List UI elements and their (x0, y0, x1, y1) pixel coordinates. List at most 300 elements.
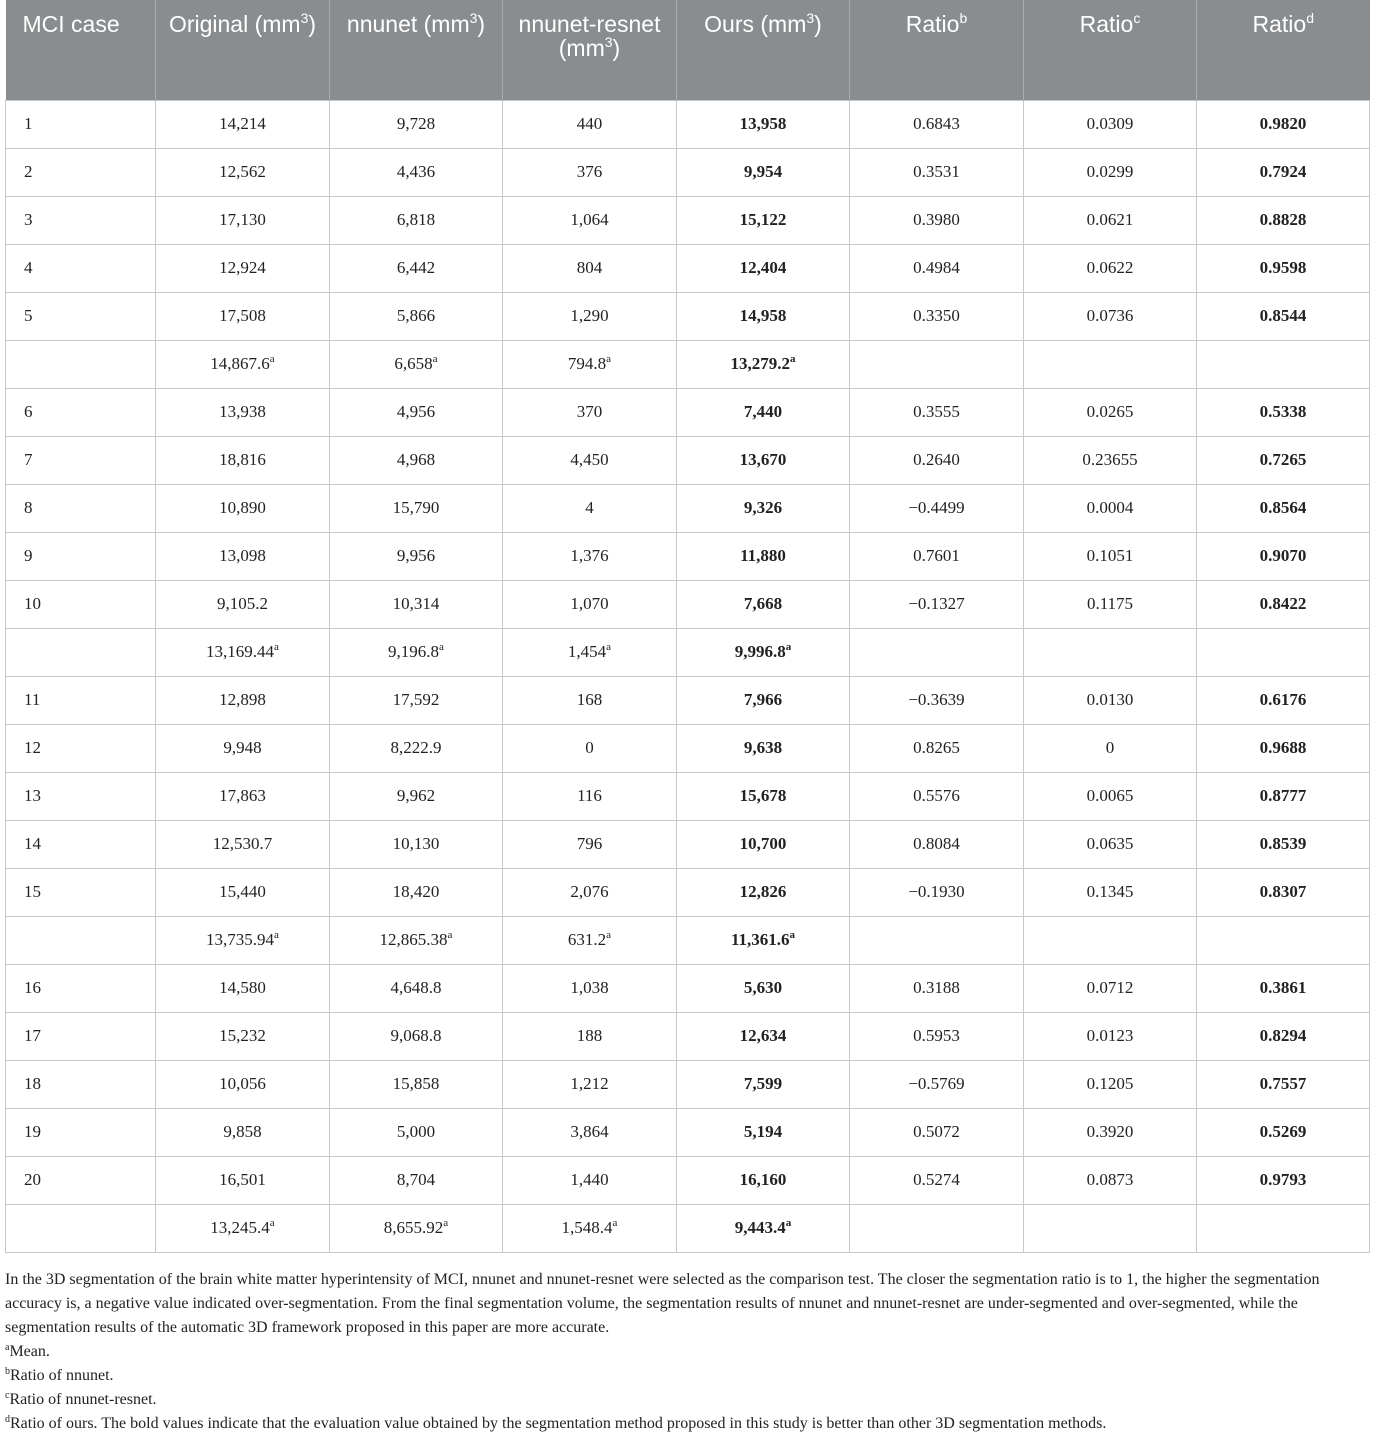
table-cell (330, 100, 503, 148)
cell-value: 0.5072 (913, 1122, 960, 1141)
table-cell (156, 772, 330, 820)
cell-value: 11 (24, 690, 41, 709)
cell-value: 0.0622 (1086, 258, 1134, 277)
cell-value: 0.1205 (1086, 1074, 1134, 1093)
cell-value: 9,196.8 (388, 642, 440, 661)
table-cell (330, 196, 503, 244)
table-cell (6, 964, 156, 1012)
table-cell (1024, 916, 1197, 964)
table-cell (1024, 868, 1197, 916)
column-header (6, 0, 156, 100)
table-cell (503, 1060, 677, 1108)
table-row (6, 1012, 1370, 1060)
cell-value: 1,070 (570, 594, 609, 613)
cell-value: 0.2640 (913, 450, 960, 469)
cell-value: 0.9793 (1259, 1170, 1307, 1189)
table-cell (677, 580, 850, 628)
table-cell (503, 820, 677, 868)
table-cell (156, 436, 330, 484)
cell-value: 9,996.8 (734, 642, 786, 661)
cell-value: 116 (577, 786, 602, 805)
mean-marker: a (269, 1217, 275, 1229)
table-cell (1197, 772, 1370, 820)
table-cell (330, 1156, 503, 1204)
cell-value: 13,169.44 (206, 642, 275, 661)
table-cell (1197, 724, 1370, 772)
column-header-superscript: 3 (806, 10, 815, 26)
footnote-text: Ratio of ours. The bold values indicate that the evaluation value obtained by the segmentation method proposed in this study is better than other 3D segmentation methods. (10, 1415, 1107, 1432)
cell-value: 0.8828 (1259, 210, 1307, 229)
table-cell (1197, 1204, 1370, 1252)
cell-value: 16,160 (739, 1170, 787, 1189)
table-cell (6, 388, 156, 436)
table-cell (6, 580, 156, 628)
table-cell (1197, 340, 1370, 388)
table-cell (850, 1012, 1024, 1060)
cell-value: 4,450 (570, 450, 609, 469)
cell-value: 13,938 (219, 402, 266, 421)
table-cell (156, 676, 330, 724)
table-row (6, 484, 1370, 532)
cell-value: 0.0736 (1086, 306, 1134, 325)
cell-value: 15,790 (392, 498, 440, 517)
mean-marker: a (789, 929, 796, 941)
table-cell (677, 1204, 850, 1252)
table-row (6, 100, 1370, 148)
table-cell (677, 196, 850, 244)
table-row (6, 292, 1370, 340)
cell-value: 440 (576, 114, 603, 133)
cell-value: 0.6843 (913, 114, 960, 133)
cell-value: 0.0004 (1086, 498, 1134, 517)
cell-value: 0.1051 (1086, 546, 1134, 565)
cell-value: 9,326 (743, 498, 783, 517)
table-cell (1197, 244, 1370, 292)
cell-value: 0.9598 (1259, 258, 1307, 277)
table-cell (677, 916, 850, 964)
table-cell (850, 388, 1024, 436)
cell-value: 1,440 (570, 1170, 609, 1189)
cell-value: 17 (24, 1026, 41, 1045)
column-header-superscript: 3 (469, 10, 478, 26)
cell-value: 11,361.6 (730, 930, 790, 949)
table-cell (156, 196, 330, 244)
cell-value: 0.6176 (1259, 690, 1307, 709)
table-row (6, 676, 1370, 724)
mean-marker: a (439, 641, 444, 653)
table-cell (503, 388, 677, 436)
table-cell (503, 340, 677, 388)
table-cell (677, 820, 850, 868)
table-cell (1197, 820, 1370, 868)
table-cell (503, 1108, 677, 1156)
table-cell (156, 340, 330, 388)
table-cell (1197, 532, 1370, 580)
table-cell (1197, 436, 1370, 484)
cell-value: 12 (24, 738, 41, 757)
mean-marker: a (606, 353, 612, 365)
cell-value: 0.8294 (1259, 1026, 1307, 1045)
column-header-text: Ratio (1079, 11, 1134, 37)
cell-value: 7,440 (743, 402, 783, 421)
cell-value: 18,420 (392, 882, 440, 901)
column-header (330, 0, 503, 100)
table-cell (850, 676, 1024, 724)
table-cell (1197, 196, 1370, 244)
table-cell (156, 868, 330, 916)
cell-value: 9,956 (396, 546, 436, 565)
table-cell (330, 964, 503, 1012)
table-cell (850, 1108, 1024, 1156)
cell-value: 0.5338 (1259, 402, 1307, 421)
column-header-text: Ratio (1252, 11, 1307, 37)
table-row (6, 436, 1370, 484)
cell-value: 20 (24, 1170, 41, 1189)
table-cell (330, 436, 503, 484)
table-cell (6, 100, 156, 148)
table-cell (850, 580, 1024, 628)
cell-value: 10,700 (739, 834, 787, 853)
table-cell (677, 1108, 850, 1156)
table-cell (850, 628, 1024, 676)
table-cell (6, 628, 156, 676)
mean-marker: a (606, 641, 612, 653)
cell-value: 7,599 (743, 1074, 783, 1093)
cell-value: 9,728 (396, 114, 436, 133)
table-cell (850, 772, 1024, 820)
table-cell (503, 196, 677, 244)
table-cell (1197, 484, 1370, 532)
column-header-text: nnunet (mm (346, 11, 470, 37)
cell-value: 804 (576, 258, 603, 277)
column-header (1197, 0, 1370, 100)
mean-marker: a (274, 929, 279, 941)
table-cell (156, 1204, 330, 1252)
mean-marker: a (785, 641, 792, 653)
table-cell (156, 724, 330, 772)
cell-value: 1 (24, 114, 33, 133)
cell-value: 0.0309 (1086, 114, 1134, 133)
cell-value: 11,880 (740, 546, 786, 565)
table-row (6, 820, 1370, 868)
cell-value: 1,064 (570, 210, 609, 229)
footnote-mark: a (5, 1342, 10, 1353)
table-cell (1197, 964, 1370, 1012)
column-header-superscript: 3 (300, 10, 309, 26)
table-cell (1197, 868, 1370, 916)
table-cell (677, 532, 850, 580)
footnote-mark: d (5, 1414, 10, 1425)
table-cell (330, 244, 503, 292)
cell-value: 0 (1105, 738, 1115, 757)
table-cell (503, 580, 677, 628)
cell-value: 9,638 (743, 738, 783, 757)
table-cell (677, 340, 850, 388)
table-cell (330, 676, 503, 724)
table-cell (677, 1156, 850, 1204)
cell-value: 10,314 (392, 594, 440, 613)
table-cell (1024, 388, 1197, 436)
cell-value: 8,222.9 (390, 738, 442, 757)
table-cell (850, 100, 1024, 148)
cell-value: 9,954 (743, 162, 783, 181)
table-notes (5, 1268, 1369, 1436)
cell-value: 0.0635 (1086, 834, 1134, 853)
footnote (5, 1388, 1369, 1412)
table-cell (6, 676, 156, 724)
cell-value: 14,958 (739, 306, 787, 325)
footnote-text: Mean. (9, 1343, 50, 1360)
cell-value: 0.5953 (913, 1026, 960, 1045)
cell-value: 0.7924 (1259, 162, 1307, 181)
footnote-text: Ratio of nnunet. (10, 1367, 114, 1384)
cell-value: 0 (585, 738, 594, 757)
cell-value: 0.5274 (913, 1170, 960, 1189)
cell-value: 15,440 (219, 882, 266, 901)
table-cell (1024, 292, 1197, 340)
table-cell (6, 1204, 156, 1252)
table-description: In the 3D segmentation of the brain white matter hyperintensity of MCI, nnunet and nnunet-resnet were selected as the comparison test. The closer the segmentation ratio is to 1, the higher the segmentation accuracy is, a negative value indicated over-segmentation. From the final segmentation volume, the segmentation results of nnunet and nnunet-resnet are under-segmented and over-segmented, while the segmentation results of the automatic 3D framework proposed in this paper are more accurate. (5, 1271, 1320, 1336)
table-row (6, 724, 1370, 772)
cell-value: 3,864 (570, 1122, 609, 1141)
cell-value: 2 (24, 162, 33, 181)
table-cell (6, 292, 156, 340)
cell-value: 0.0123 (1086, 1026, 1134, 1045)
table-cell (503, 1012, 677, 1060)
cell-value: 16,501 (219, 1170, 266, 1189)
cell-value: 7 (24, 450, 33, 469)
cell-value: 0.3531 (913, 162, 960, 181)
table-row (6, 532, 1370, 580)
cell-value: 0.0130 (1086, 690, 1134, 709)
table-cell (1024, 1012, 1197, 1060)
mean-row (6, 340, 1370, 388)
table-cell (677, 868, 850, 916)
table-cell (1197, 1108, 1370, 1156)
table-cell (1197, 916, 1370, 964)
table-cell (1024, 1108, 1197, 1156)
cell-value: 15,122 (739, 210, 787, 229)
table-cell (677, 964, 850, 1012)
table-cell (503, 100, 677, 148)
column-header-superscript: c (1133, 10, 1141, 26)
table-cell (1024, 196, 1197, 244)
cell-value: −0.5769 (908, 1074, 965, 1093)
cell-value: 18 (24, 1074, 41, 1093)
table-cell (156, 1108, 330, 1156)
table-cell (1024, 244, 1197, 292)
table-cell (1197, 1156, 1370, 1204)
table-cell (1197, 676, 1370, 724)
cell-value: 0.9688 (1259, 738, 1307, 757)
cell-value: 0.0873 (1086, 1170, 1134, 1189)
table-cell (503, 868, 677, 916)
cell-value: 1,038 (570, 978, 609, 997)
cell-value: 4,968 (396, 450, 436, 469)
cell-value: 4 (24, 258, 33, 277)
table-cell (156, 484, 330, 532)
mean-marker: a (447, 929, 453, 941)
cell-value: 9,948 (223, 738, 262, 757)
table-body (6, 100, 1370, 1252)
table-cell (677, 724, 850, 772)
cell-value: 1,290 (570, 306, 609, 325)
table-cell (6, 196, 156, 244)
table-cell (1024, 772, 1197, 820)
cell-value: 0.3920 (1086, 1122, 1134, 1141)
cell-value: 13,098 (219, 546, 266, 565)
cell-value: 13,279.2 (730, 354, 790, 373)
mean-marker: a (274, 641, 279, 653)
table-cell (330, 1108, 503, 1156)
table-cell (1024, 676, 1197, 724)
table-row (6, 1156, 1370, 1204)
table-cell (1024, 532, 1197, 580)
table-cell (6, 484, 156, 532)
cell-value: 6,442 (396, 258, 436, 277)
table-cell (677, 244, 850, 292)
table-cell (850, 340, 1024, 388)
table-cell (503, 1156, 677, 1204)
footnote-text: Ratio of nnunet-resnet. (9, 1391, 157, 1408)
column-header-text: nnunet-resnet (mm (518, 11, 661, 61)
column-header-text: Original (mm (168, 11, 301, 37)
mean-marker: a (432, 353, 438, 365)
table-cell (6, 724, 156, 772)
table-row (6, 244, 1370, 292)
column-header-text: Ratio (905, 11, 960, 37)
column-header-text: MCI case (22, 11, 120, 37)
table-cell (330, 388, 503, 436)
cell-value: 14,214 (219, 114, 266, 133)
table-cell (6, 1060, 156, 1108)
cell-value: 0.9070 (1259, 546, 1307, 565)
cell-value: 0.8564 (1259, 498, 1307, 517)
mean-marker: a (606, 929, 612, 941)
cell-value: 0.8084 (913, 834, 960, 853)
cell-value: 794.8 (567, 354, 607, 373)
cell-value: 3 (24, 210, 33, 229)
table-cell (156, 916, 330, 964)
table-cell (1024, 964, 1197, 1012)
table-cell (330, 1204, 503, 1252)
table-cell (6, 244, 156, 292)
table-cell (156, 532, 330, 580)
table-cell (677, 1060, 850, 1108)
table-cell (1197, 580, 1370, 628)
table-header-row (6, 0, 1370, 100)
table-cell (1024, 580, 1197, 628)
cell-value: 1,376 (570, 546, 609, 565)
column-header-superscript: d (1306, 10, 1314, 26)
table-cell (677, 388, 850, 436)
cell-value: 15,232 (219, 1026, 266, 1045)
cell-value: 9,068.8 (390, 1026, 442, 1045)
cell-value: 7,668 (743, 594, 783, 613)
cell-value: 8 (24, 498, 33, 517)
table-cell (1024, 1204, 1197, 1252)
cell-value: 9,105.2 (217, 594, 268, 613)
column-header-superscript: b (959, 10, 968, 26)
cell-value: 796 (576, 834, 603, 853)
mean-marker: a (269, 353, 275, 365)
table-cell (6, 1156, 156, 1204)
table-cell (1197, 1060, 1370, 1108)
table-cell (1197, 100, 1370, 148)
column-header-suffix: ) (308, 11, 317, 37)
column-header-superscript: 3 (604, 34, 613, 50)
cell-value: 0.3861 (1259, 978, 1307, 997)
table-row (6, 148, 1370, 196)
cell-value: 15 (24, 882, 41, 901)
table-cell (850, 196, 1024, 244)
table-cell (677, 1012, 850, 1060)
table-cell (1197, 388, 1370, 436)
cell-value: 6 (24, 402, 33, 421)
table-cell (6, 1012, 156, 1060)
cell-value: 14,580 (219, 978, 266, 997)
table-cell (503, 292, 677, 340)
table-cell (503, 772, 677, 820)
table-cell (850, 532, 1024, 580)
segmentation-volume-table (5, 0, 1370, 1253)
cell-value: 4,648.8 (390, 978, 442, 997)
cell-value: 10 (24, 594, 41, 613)
table-cell (850, 916, 1024, 964)
footnote-mark: b (5, 1366, 10, 1377)
column-header (503, 0, 677, 100)
table-cell (330, 772, 503, 820)
cell-value: 6,658 (394, 354, 433, 373)
column-header (1024, 0, 1197, 100)
table-cell (156, 292, 330, 340)
cell-value: 4 (585, 498, 594, 517)
table-cell (850, 1204, 1024, 1252)
mean-marker: a (790, 353, 796, 365)
table-cell (850, 1156, 1024, 1204)
table-cell (1197, 1012, 1370, 1060)
table-cell (677, 484, 850, 532)
cell-value: 13,670 (739, 450, 787, 469)
cell-value: 0.23655 (1082, 450, 1138, 469)
table-cell (677, 292, 850, 340)
column-header (677, 0, 850, 100)
table-cell (330, 724, 503, 772)
cell-value: 12,404 (739, 258, 787, 277)
cell-value: 14,867.6 (210, 354, 270, 373)
cell-value: −0.4499 (908, 498, 965, 517)
table-cell (850, 868, 1024, 916)
cell-value: 14 (24, 834, 41, 853)
cell-value: 19 (24, 1122, 41, 1141)
cell-value: 4,956 (396, 402, 436, 421)
table-cell (1024, 628, 1197, 676)
cell-value: 18,816 (219, 450, 266, 469)
cell-value: 12,826 (739, 882, 787, 901)
table-cell (330, 148, 503, 196)
table-cell (503, 484, 677, 532)
table-cell (1024, 484, 1197, 532)
cell-value: 5,000 (396, 1122, 436, 1141)
cell-value: 9,858 (223, 1122, 262, 1141)
table-cell (503, 676, 677, 724)
cell-value: 16 (24, 978, 41, 997)
cell-value: 0.8265 (913, 738, 960, 757)
cell-value: 10,890 (219, 498, 266, 517)
table-cell (6, 532, 156, 580)
table-cell (6, 916, 156, 964)
table-cell (330, 1060, 503, 1108)
